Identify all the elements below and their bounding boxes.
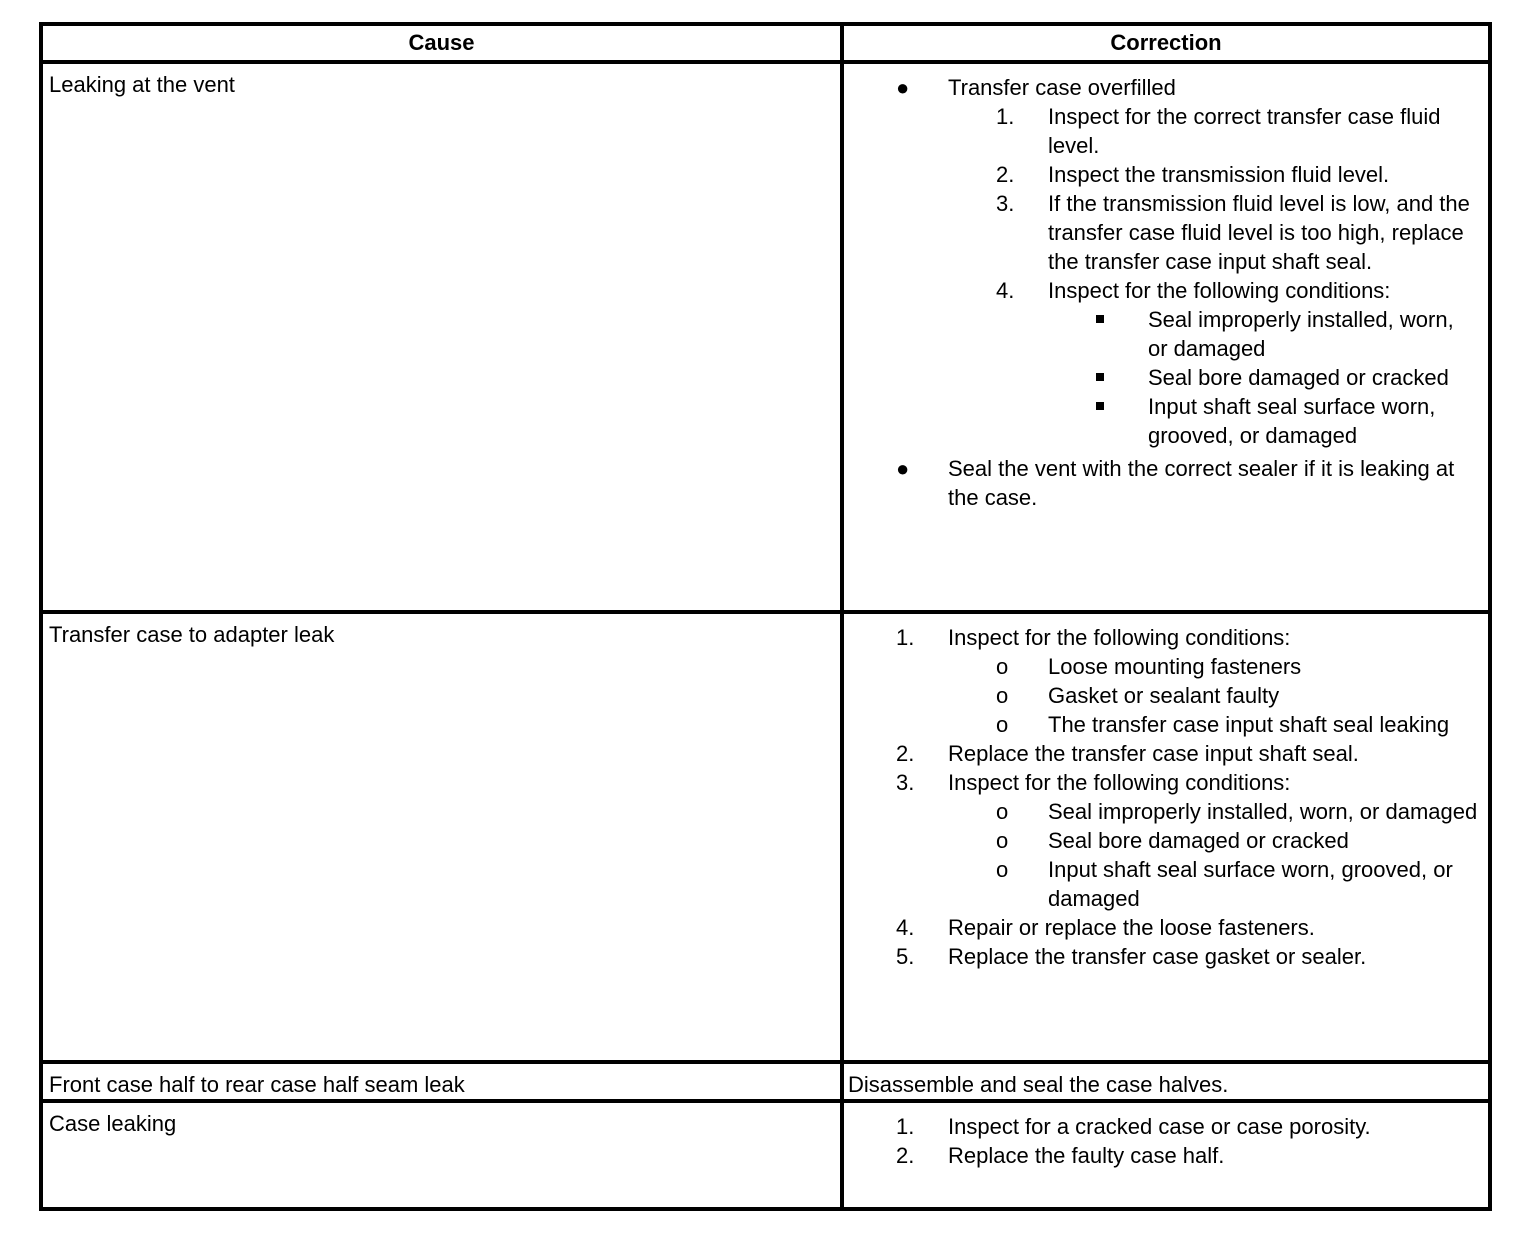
table-row xyxy=(41,1101,1490,1209)
square-bullet-icon xyxy=(1096,305,1104,334)
step-number: 1. xyxy=(896,625,915,650)
step-text: Seal bore damaged or cracked xyxy=(1048,828,1349,853)
cause-cell: Transfer case to adapter leak xyxy=(41,612,842,1062)
step-number: 4. xyxy=(896,915,915,940)
circle-bullet-icon: o xyxy=(996,683,1009,708)
circle-bullet-icon: o xyxy=(996,857,1009,882)
correction-step xyxy=(844,739,1478,768)
circle-bullet-icon: o xyxy=(996,712,1009,737)
correction-step xyxy=(844,1141,1478,1170)
step-number: 5. xyxy=(896,944,915,969)
correction-step xyxy=(844,681,1478,710)
correction-step xyxy=(844,189,1478,276)
circle-bullet-icon: o xyxy=(996,799,1009,824)
step-text: Replace the transfer case input shaft seal. xyxy=(948,741,1359,766)
correction-step xyxy=(844,160,1478,189)
step-text: Inspect for the following conditions: xyxy=(948,770,1291,795)
correction-step xyxy=(844,276,1478,305)
circle-bullet-icon: o xyxy=(996,654,1009,679)
step-text: Inspect for the following conditions: xyxy=(948,625,1291,650)
correction-step xyxy=(844,102,1478,160)
step-number: 2. xyxy=(896,741,915,766)
circle-bullet-icon: o xyxy=(996,828,1009,853)
cause-cell: Case leaking xyxy=(41,1101,842,1209)
step-text: Inspect for the correct transfer case fluid level. xyxy=(1048,104,1441,158)
step-number: 2. xyxy=(896,1143,915,1168)
step-text: Inspect for the following conditions: xyxy=(1048,278,1391,303)
correction-step xyxy=(844,797,1478,826)
correction-cell: Disassemble and seal the case halves. xyxy=(842,1062,1490,1101)
correction-step xyxy=(844,710,1478,739)
step-text: Inspect the transmission fluid level. xyxy=(1048,162,1390,187)
table-row xyxy=(41,1062,1490,1101)
header-row xyxy=(41,24,1490,62)
correction-step xyxy=(844,768,1478,797)
step-text: Replace the transfer case gasket or sealer. xyxy=(948,944,1367,969)
step-text: Seal bore damaged or cracked xyxy=(1148,365,1449,390)
correction-step xyxy=(844,942,1478,971)
bullet-icon: ● xyxy=(896,75,910,100)
correction-step xyxy=(844,623,1478,652)
correction-step xyxy=(844,305,1478,363)
step-text: Seal improperly installed, worn, or damaged xyxy=(1148,307,1454,361)
step-text: Replace the faulty case half. xyxy=(948,1143,1225,1168)
step-text: Input shaft seal surface worn, grooved, or damaged xyxy=(1148,394,1436,448)
step-number: 1. xyxy=(996,104,1015,129)
correction-cell xyxy=(842,612,1490,1062)
step-number: 4. xyxy=(996,278,1015,303)
correction-step xyxy=(844,913,1478,942)
bullet-icon: ● xyxy=(896,456,910,481)
square-bullet-icon xyxy=(1096,363,1104,392)
step-number: 3. xyxy=(896,770,915,795)
correction-step xyxy=(844,1112,1478,1141)
step-number: 3. xyxy=(996,191,1015,216)
cause-cell: Front case half to rear case half seam leak xyxy=(41,1062,842,1101)
correction-step xyxy=(844,454,1478,512)
table-row xyxy=(41,62,1490,612)
step-text: Seal the vent with the correct sealer if it is leaking at the case. xyxy=(948,456,1455,510)
correction-step xyxy=(844,73,1478,102)
table-row xyxy=(41,612,1490,1062)
step-text: Input shaft seal surface worn, grooved, or damaged xyxy=(1048,857,1453,911)
correction-step xyxy=(844,392,1478,450)
step-text: Loose mounting fasteners xyxy=(1048,654,1302,679)
square-bullet-icon xyxy=(1096,392,1104,421)
correction-header: Correction xyxy=(842,24,1490,62)
step-text: Inspect for a cracked case or case porosity. xyxy=(948,1114,1371,1139)
correction-cell xyxy=(842,1101,1490,1209)
correction-step xyxy=(844,363,1478,392)
cause-cell: Leaking at the vent xyxy=(41,62,842,612)
correction-step xyxy=(844,855,1478,913)
troubleshooting-table xyxy=(39,22,1492,1211)
step-number: 2. xyxy=(996,162,1015,187)
step-text: If the transmission fluid level is low, and the transfer case fluid level is too high, replace the transfer case input shaft seal. xyxy=(1048,191,1470,274)
step-text: The transfer case input shaft seal leaking xyxy=(1048,712,1450,737)
correction-cell xyxy=(842,62,1490,612)
correction-step xyxy=(844,652,1478,681)
cause-header: Cause xyxy=(41,24,842,62)
step-text: Seal improperly installed, worn, or damaged xyxy=(1048,799,1478,824)
correction-step xyxy=(844,826,1478,855)
step-text: Repair or replace the loose fasteners. xyxy=(948,915,1315,940)
step-text: Gasket or sealant faulty xyxy=(1048,683,1280,708)
step-number: 1. xyxy=(896,1114,915,1139)
step-text: Transfer case overfilled xyxy=(948,75,1176,100)
